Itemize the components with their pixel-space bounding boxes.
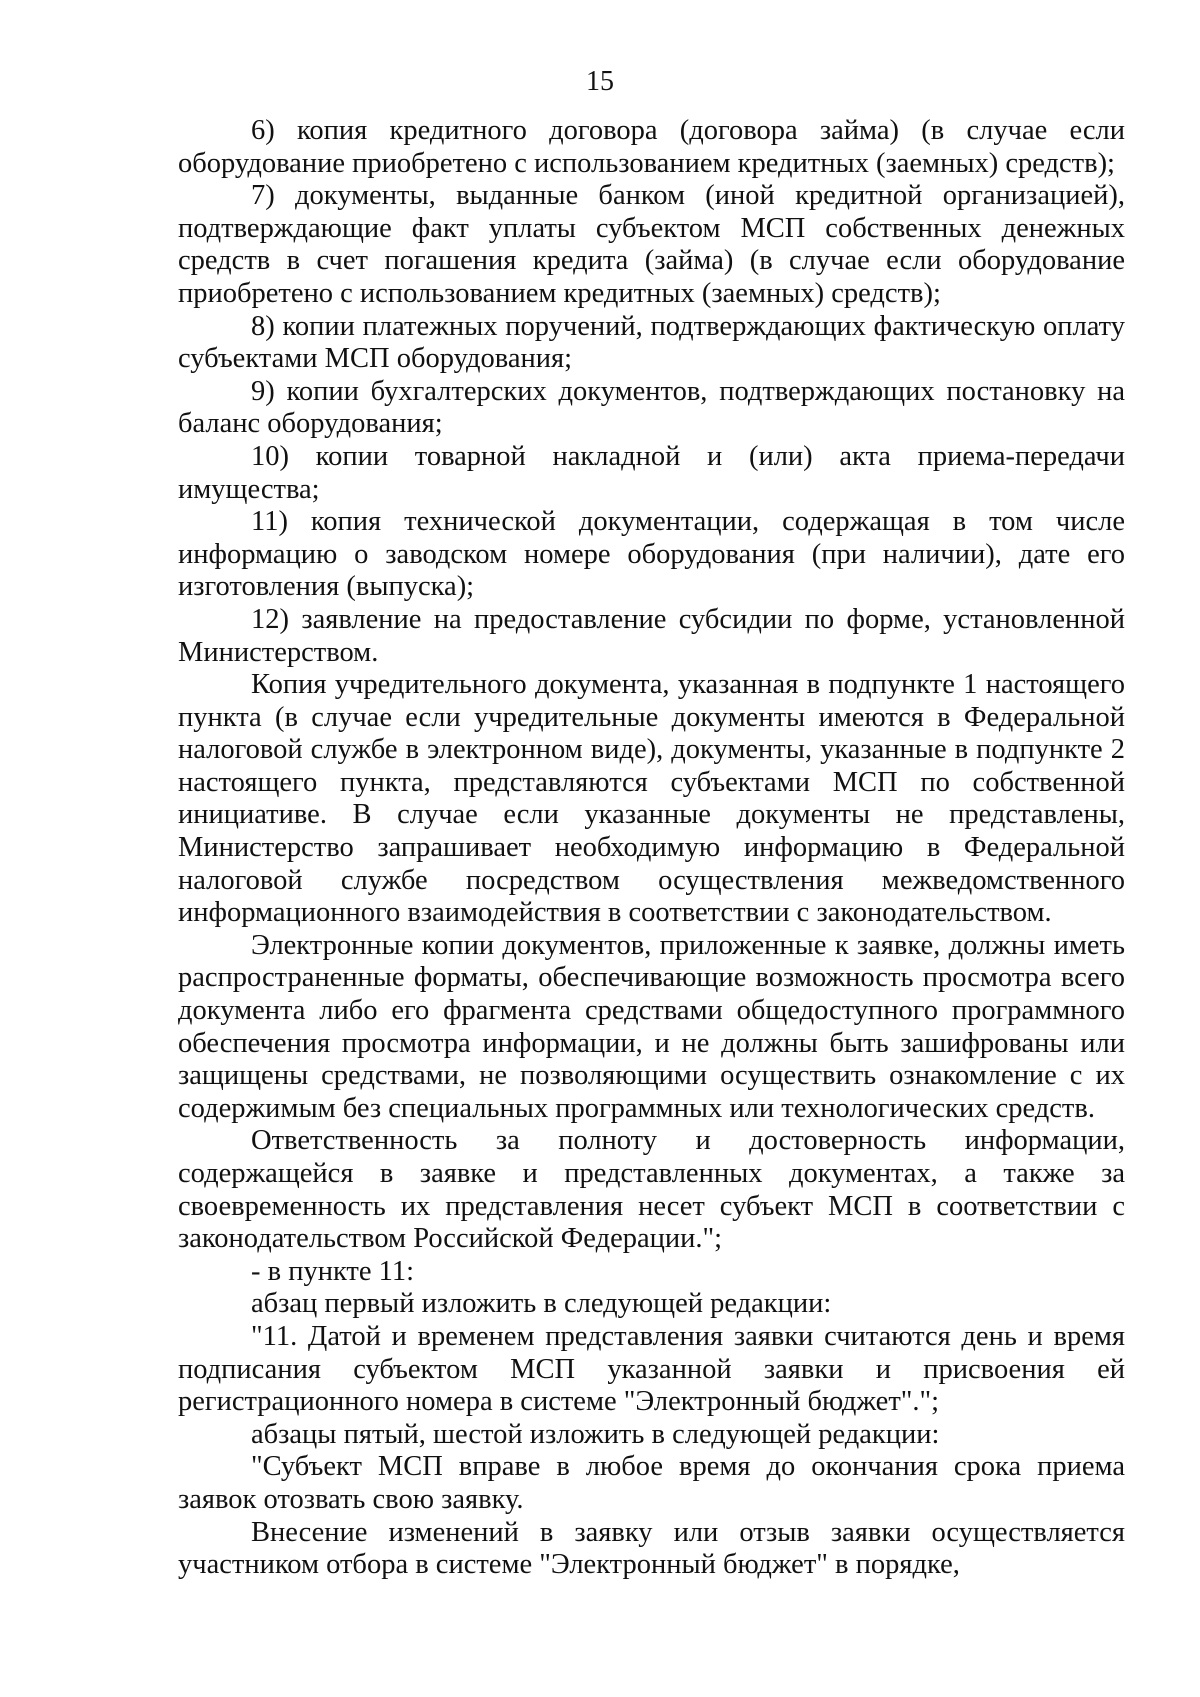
paragraph-point-11-text: "11. Датой и временем представления заявки считаются день и время подписания субъектом МСП указанной заявки и присвоения ей регистрационного номера в системе "Электронный бюджет"."; [178,1320,1125,1418]
paragraph-founding-document-copy: Копия учредительного документа, указанная в подпункте 1 настоящего пункта (в случае если учредительные документы имеются в Федеральной налоговой службе в электронном виде), документы, указанные в подпункте 2 настоящего пункта, представляются субъектами МСП по собственной инициативе. В случае если указанные документы не представлены, Министерство запрашивает необходимую информацию в Федеральной налоговой службе посредством осуществления межведомственного информационного взаимодействия в соответствии с законодательством. [178,669,1125,929]
paragraph-changes-procedure: Внесение изменений в заявку или отзыв заявки осуществляется участником отбора в системе "Электронный бюджет" в порядке, [178,1516,1125,1581]
paragraph-subitem-11: 11) копия технической документации, содержащая в том числе информацию о заводском номере оборудования (при наличии), дате его изготовления (выпуска); [178,506,1125,603]
page-number: 15 [586,66,614,97]
paragraph-withdraw-application: "Субъект МСП вправе в любое время до окончания срока приема заявок отозвать свою заявку. [178,1451,1125,1515]
paragraph-in-point-11: - в пункте 11: [251,1255,415,1287]
paragraph-subitem-9: 9) копии бухгалтерских документов, подтверждающих постановку на баланс оборудования; [178,375,1125,440]
paragraph-first-abzac: абзац первый изложить в следующей редакции: [251,1288,832,1320]
paragraph-subitem-8: 8) копии платежных поручений, подтверждающих фактическую оплату субъектами МСП оборудования; [178,310,1125,375]
paragraph-subitem-12: 12) заявление на предоставление субсидии по форме, установленной Министерством. [178,603,1125,668]
paragraph-electronic-copies: Электронные копии документов, приложенные к заявке, должны иметь распространенные форматы, обеспечивающие возможность просмотра всего документа либо его фрагмента средствами общедоступного программного обеспечения просмотра информации, и не должны быть зашифрованы или защищены средствами, не позволяющими осуществить ознакомление с их содержимым без специальных программных или технологических средств. [178,929,1125,1124]
paragraph-responsibility: Ответственность за полноту и достоверность информации, содержащейся в заявке и представленных документах, а также за своевременность их представления несет субъект МСП в соответствии с законодательством Российской Федерации."; [178,1125,1125,1255]
document-body [178,115,1125,1582]
paragraph-subitem-10: 10) копии товарной накладной и (или) акта приема-передачи имущества; [178,440,1125,505]
paragraph-subitem-6: 6) копия кредитного договора (договора займа) (в случае если оборудование приобретено с использованием кредитных (заемных) средств); [178,115,1125,179]
paragraph-fifth-sixth-abzac: абзацы пятый, шестой изложить в следующей редакции: [251,1418,940,1450]
paragraph-subitem-7: 7) документы, выданные банком (иной кредитной организацией), подтверждающие факт уплаты субъектом МСП собственных денежных средств в счет погашения кредита (займа) (в случае если оборудование приобретено с использованием кредитных (заемных) средств); [178,180,1125,309]
